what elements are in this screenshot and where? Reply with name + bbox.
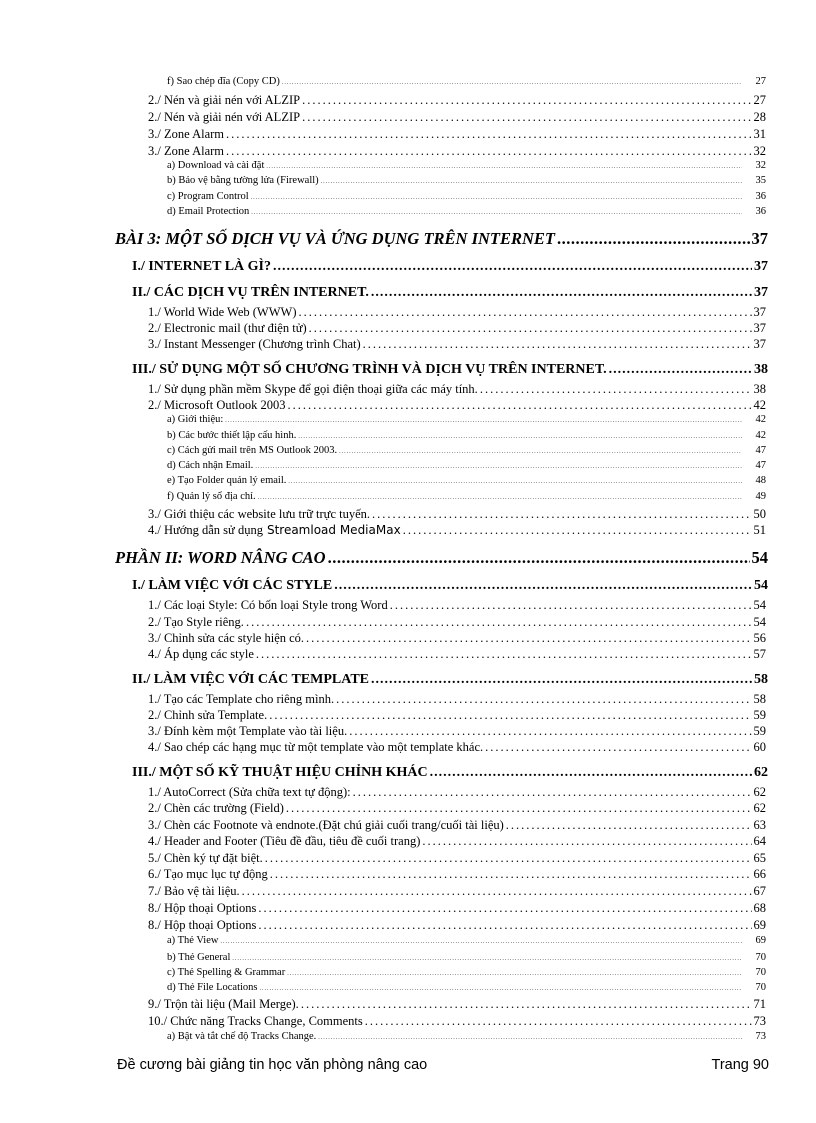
toc-dot-leader <box>480 382 752 397</box>
toc-entry-title: 2./ Nén và giải nén với ALZIP <box>148 93 301 107</box>
toc-entry-title: c) Cách gửi mail trên MS Outlook 2003. <box>167 445 338 456</box>
toc-entry-title: d) Cách nhận Email. <box>167 460 254 471</box>
toc-entry-title: II./ CÁC DỊCH VỤ TRÊN INTERNET. <box>132 285 369 300</box>
toc-dot-leader <box>226 144 751 159</box>
toc-entry-title: e) Tạo Folder quản lý email. <box>167 475 287 486</box>
toc-dot-leader <box>273 259 752 275</box>
toc-entry[interactable] <box>148 398 766 415</box>
toc-entry[interactable] <box>148 851 766 868</box>
toc-page-number: 36 <box>755 191 766 202</box>
toc-dot-leader <box>363 337 752 352</box>
toc-page-number: 73 <box>755 1031 766 1042</box>
toc-entry[interactable] <box>132 765 768 785</box>
toc-page-number: 62 <box>753 785 766 799</box>
toc-entry-title: f) Quản lý sổ địa chỉ. <box>167 491 256 502</box>
toc-page-number: 37 <box>753 321 766 335</box>
toc-page-number: 60 <box>753 740 766 754</box>
toc-entry-title: a) Bật và tắt chế độ Tracks Change. <box>167 1031 317 1042</box>
toc-dot-leader <box>609 362 752 378</box>
toc-dot-leader <box>256 647 752 662</box>
toc-page-number: 56 <box>753 631 766 645</box>
toc-page-number: 31 <box>753 127 766 141</box>
toc-entry-title: c) Thẻ Spelling & Grammar <box>167 967 286 978</box>
toc-dot-leader <box>265 851 752 866</box>
toc-dot-leader <box>288 398 752 413</box>
toc-dot-leader <box>246 615 752 630</box>
toc-entry[interactable] <box>148 598 766 615</box>
toc-entry[interactable] <box>167 191 766 206</box>
toc-page-number: 37 <box>754 259 768 274</box>
toc-entry-title: 3./ Giới thiệu các website lưu trữ trực tuyến. <box>148 507 371 521</box>
toc-dot-leader <box>365 1014 752 1029</box>
toc-entry-title: d) Email Protection <box>167 206 250 217</box>
toc-dot-leader <box>422 834 751 849</box>
toc-entry-title: I./ LÀM VIỆC VỚI CÁC STYLE <box>132 578 333 593</box>
toc-dot-leader <box>269 708 751 723</box>
toc-page-number: 58 <box>753 692 766 706</box>
toc-page-number: 47 <box>755 460 766 471</box>
toc-entry[interactable] <box>167 967 766 982</box>
toc-page-number: 70 <box>755 967 766 978</box>
toc-entry-title: 3./ Zone Alarm <box>148 144 225 158</box>
toc-entry-title: 8./ Hộp thoại Options <box>148 918 257 932</box>
toc-entry-title: III./ MỘT SỐ KỸ THUẬT HIỆU CHỈNH KHÁC <box>132 765 428 780</box>
toc-dot-leader <box>251 195 742 201</box>
toc-dot-leader <box>299 305 752 320</box>
toc-entry-title: II./ LÀM VIỆC VỚI CÁC TEMPLATE <box>132 672 370 687</box>
toc-entry[interactable] <box>148 692 766 709</box>
toc-dot-leader <box>318 1035 742 1041</box>
toc-entry-title: a) Download và cài đặt <box>167 160 265 171</box>
toc-page-number: 27 <box>755 76 766 87</box>
toc-page-number: 27 <box>753 93 766 107</box>
toc-entry[interactable] <box>148 834 766 851</box>
toc-dot-leader <box>302 110 751 125</box>
toc-dot-leader <box>328 548 750 568</box>
toc-dot-leader <box>306 631 751 646</box>
toc-dot-leader <box>226 127 751 142</box>
toc-entry[interactable] <box>148 884 766 901</box>
toc-entry-title: 7./ Bảo vệ tài liệu. <box>148 884 240 898</box>
toc-page-number: 62 <box>753 801 766 815</box>
toc-entry[interactable] <box>148 740 766 757</box>
toc-entry[interactable] <box>148 901 766 918</box>
toc-entry-title: 4./ Sao chép các hạng mục từ một template vào một template khác. <box>148 740 484 754</box>
toc-page-number: 42 <box>755 414 766 425</box>
toc-page-number: 42 <box>755 430 766 441</box>
toc-dot-leader <box>270 867 752 882</box>
toc-dot-leader <box>371 672 752 688</box>
toc-dot-leader <box>258 918 751 933</box>
toc-page-number: 36 <box>755 206 766 217</box>
toc-entry-title: d) Thẻ File Locations <box>167 982 258 993</box>
toc-entry-title: PHẦN II: WORD NÂNG CAO <box>115 548 326 567</box>
toc-dot-leader <box>349 724 751 739</box>
toc-dot-leader <box>403 523 752 538</box>
toc-page-number: 58 <box>754 672 768 687</box>
toc-entry[interactable] <box>167 206 766 221</box>
toc-page-number: 50 <box>753 507 766 521</box>
toc-entry-title-suffix: Streamload MediaMax <box>266 523 401 537</box>
toc-entry-title: 2./ Electronic mail (thư điện tử) <box>148 321 307 335</box>
toc-entry[interactable] <box>167 175 766 190</box>
toc-dot-leader <box>309 321 752 336</box>
toc-entry-title: b) Thẻ General <box>167 952 231 963</box>
toc-entry[interactable] <box>148 523 766 540</box>
toc-dot-leader <box>258 901 751 916</box>
toc-page-number: 71 <box>753 997 766 1011</box>
toc-entry[interactable] <box>148 615 766 632</box>
toc-entry[interactable] <box>167 952 766 967</box>
toc-entry-title: 8./ Hộp thoại Options <box>148 901 257 915</box>
toc-entry-title: b) Bảo vệ bằng tường lửa (Firewall) <box>167 175 319 186</box>
toc-page-number: 59 <box>753 708 766 722</box>
toc-entry-title: 1./ Tạo các Template cho riêng mình. <box>148 692 335 706</box>
toc-page-number: 59 <box>753 724 766 738</box>
toc-entry[interactable] <box>132 285 768 305</box>
toc-entry-title: 2./ Nén và giải nén với ALZIP <box>148 110 301 124</box>
toc-dot-leader <box>266 164 742 170</box>
toc-entry-title: 1./ Các loại Style: Có bốn loại Style trong Word <box>148 598 388 612</box>
toc-entry-title: 5./ Chèn ký tự đặt biệt. <box>148 851 263 865</box>
toc-entry[interactable] <box>167 414 766 429</box>
toc-page-number: 70 <box>755 952 766 963</box>
toc-page-number: 37 <box>753 305 766 319</box>
toc-dot-leader <box>251 210 742 216</box>
toc-dot-leader <box>371 285 752 301</box>
toc-dot-leader <box>260 986 743 992</box>
toc-entry-title: 4./ Header and Footer (Tiêu đề đầu, tiêu đề cuối trang) <box>148 834 421 848</box>
toc-dot-leader <box>302 93 751 108</box>
toc-entry-title: 2./ Microsoft Outlook 2003 <box>148 398 286 412</box>
toc-entry-title: c) Program Control <box>167 191 249 202</box>
toc-dot-leader <box>321 179 742 185</box>
toc-entry[interactable] <box>148 785 766 802</box>
toc-dot-leader <box>353 785 752 800</box>
toc-entry[interactable] <box>148 337 766 354</box>
toc-entry-title: f) Sao chép đĩa (Copy CD) <box>167 76 280 87</box>
toc-entry-title: 3./ Zone Alarm <box>148 127 225 141</box>
toc-dot-leader <box>339 449 742 455</box>
toc-page-number: 54 <box>754 578 768 593</box>
toc-entry-title: 2./ Chèn các trường (Field) <box>148 801 284 815</box>
toc-entry-title: 4./ Hướng dẫn sử dụng <box>148 523 263 537</box>
toc-dot-leader <box>506 818 752 833</box>
toc-page-number: 51 <box>753 523 766 537</box>
toc-entry-title: 3./ Instant Messenger (Chương trình Chat) <box>148 337 361 351</box>
toc-dot-leader <box>336 692 751 707</box>
toc-entry[interactable] <box>148 110 766 127</box>
toc-dot-leader <box>225 418 742 424</box>
toc-entry-title: III./ SỬ DỤNG MỘT SỐ CHƯƠNG TRÌNH VÀ DỊCH VỤ TRÊN INTERNET. <box>132 362 607 377</box>
toc-dot-leader <box>258 495 742 501</box>
toc-entry[interactable] <box>148 321 766 338</box>
toc-page-number: 37 <box>751 229 768 248</box>
toc-dot-leader <box>255 464 742 470</box>
toc-entry[interactable] <box>167 491 766 506</box>
toc-page-number: 38 <box>753 382 766 396</box>
toc-entry[interactable] <box>148 382 766 399</box>
toc-entry-title: 2./ Tạo Style riêng. <box>148 615 244 629</box>
toc-entry[interactable] <box>148 647 766 664</box>
toc-page-number: 54 <box>753 598 766 612</box>
toc-dot-leader <box>301 997 752 1012</box>
toc-entry-title: a) Giới thiệu: <box>167 414 224 425</box>
toc-entry[interactable] <box>167 76 766 91</box>
toc-entry[interactable] <box>148 631 766 648</box>
toc-page-number: 48 <box>755 475 766 486</box>
toc-page-number: 68 <box>753 901 766 915</box>
toc-page-number: 49 <box>755 491 766 502</box>
footer-title: Đề cương bài giảng tin học văn phòng nâng cao <box>117 1057 428 1073</box>
toc-entry[interactable] <box>148 867 766 884</box>
toc-page-number: 42 <box>753 398 766 412</box>
toc-entry[interactable] <box>148 818 766 835</box>
toc-entry-title: b) Các bước thiết lập cấu hình. <box>167 430 297 441</box>
toc-page-number: 70 <box>755 982 766 993</box>
toc-page-number: 69 <box>755 935 766 946</box>
toc-dot-leader <box>334 578 752 594</box>
toc-entry[interactable] <box>167 475 766 490</box>
toc-dot-leader <box>286 801 752 816</box>
toc-entry-title: 3./ Chỉnh sửa các style hiện có. <box>148 631 305 645</box>
toc-dot-leader <box>220 939 742 945</box>
toc-dot-leader <box>557 229 749 249</box>
toc-entry[interactable] <box>132 672 768 692</box>
toc-page-number: 32 <box>753 144 766 158</box>
toc-entry[interactable] <box>167 445 766 460</box>
toc-entry[interactable] <box>148 801 766 818</box>
toc-entry-title: 3./ Đính kèm một Template vào tài liệu. <box>148 724 348 738</box>
toc-entry-title: 1./ Sử dụng phần mềm Skype để gọi điện thoại giữa các máy tính. <box>148 382 478 396</box>
toc-entry-title: 1./ World Wide Web (WWW) <box>148 305 297 319</box>
toc-entry-title: 3./ Chèn các Footnote và endnote.(Đặt chú giải cuối trang/cuối tài liệu) <box>148 818 504 832</box>
toc-dot-leader <box>282 80 742 86</box>
toc-entry[interactable] <box>167 460 766 475</box>
toc-entry-title: I./ INTERNET LÀ GÌ? <box>132 259 272 274</box>
toc-entry[interactable] <box>167 1031 766 1046</box>
toc-page-number: 67 <box>753 884 766 898</box>
toc-entry[interactable] <box>132 362 768 382</box>
toc-entry[interactable] <box>148 918 766 935</box>
toc-entry[interactable] <box>148 997 766 1014</box>
toc-page-number: 28 <box>753 110 766 124</box>
toc-page-number: 73 <box>753 1014 766 1028</box>
toc-entry-title: 2./ Chỉnh sửa Template. <box>148 708 268 722</box>
toc-entry[interactable] <box>148 708 766 725</box>
toc-page-number: 69 <box>753 918 766 932</box>
toc-entry[interactable] <box>115 229 768 253</box>
toc-page-number: 64 <box>753 834 766 848</box>
toc-dot-leader <box>390 598 752 613</box>
toc-entry-title: 6./ Tạo mục lục tự động <box>148 867 268 881</box>
toc-entry-title: 10./ Chức năng Tracks Change, Comments <box>148 1014 363 1028</box>
toc-page-number: 65 <box>753 851 766 865</box>
toc-dot-leader <box>372 507 751 522</box>
toc-dot-leader <box>485 740 751 755</box>
toc-entry[interactable] <box>148 1014 766 1031</box>
toc-entry[interactable] <box>148 305 766 322</box>
toc-dot-leader <box>298 434 742 440</box>
toc-dot-leader <box>232 956 742 962</box>
toc-page-number: 38 <box>754 362 768 377</box>
toc-entry-title: 4./ Áp dụng các style <box>148 647 254 661</box>
toc-page-number: 54 <box>751 548 768 567</box>
toc-page-number: 63 <box>753 818 766 832</box>
toc-entry[interactable] <box>167 160 766 175</box>
toc-entry[interactable] <box>132 259 768 279</box>
toc-entry-title: a) Thẻ View <box>167 935 219 946</box>
footer-page-number: Trang 90 <box>711 1057 769 1073</box>
toc-entry[interactable] <box>148 144 766 161</box>
toc-entry-title: 9./ Trộn tài liệu (Mail Merge). <box>148 997 299 1011</box>
toc-page-number: 37 <box>753 337 766 351</box>
toc-page-number: 62 <box>754 765 768 780</box>
toc-entry[interactable] <box>148 724 766 741</box>
toc-page-number: 54 <box>753 615 766 629</box>
toc-entry-title: BÀI 3: MỘT SỐ DỊCH VỤ VÀ ỨNG DỤNG TRÊN INTERNET <box>115 229 556 248</box>
toc-entry[interactable] <box>148 93 766 110</box>
toc-dot-leader <box>288 479 742 485</box>
toc-entry[interactable] <box>115 548 768 572</box>
toc-page-number: 37 <box>754 285 768 300</box>
toc-entry[interactable] <box>148 127 766 144</box>
toc-entry[interactable] <box>167 935 766 950</box>
toc-page-number: 66 <box>753 867 766 881</box>
toc-entry[interactable] <box>132 578 768 598</box>
toc-page-number: 32 <box>755 160 766 171</box>
toc-entry[interactable] <box>167 430 766 445</box>
toc-entry[interactable] <box>148 507 766 524</box>
toc-dot-leader <box>430 765 752 781</box>
toc-dot-leader <box>242 884 752 899</box>
toc-page-number: 35 <box>755 175 766 186</box>
toc-page-number: 57 <box>753 647 766 661</box>
toc-dot-leader <box>287 971 742 977</box>
toc-entry[interactable] <box>167 982 766 997</box>
toc-page-number: 47 <box>755 445 766 456</box>
toc-entry-title: 1./ AutoCorrect (Sửa chữa text tự động): <box>148 785 351 799</box>
